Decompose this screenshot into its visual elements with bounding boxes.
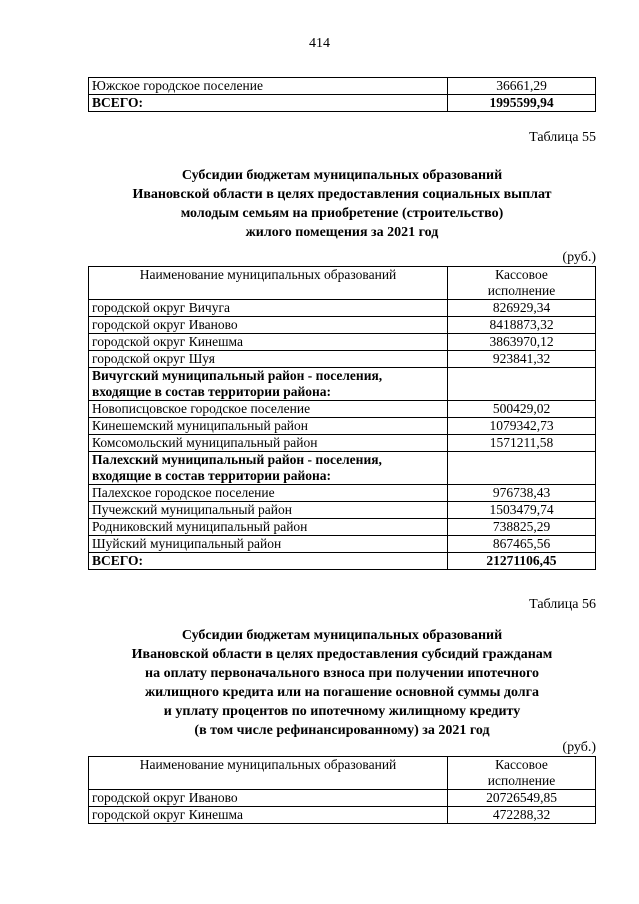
title-line: на оплату первоначального взноса при получении ипотечного xyxy=(145,666,539,681)
table-row xyxy=(89,78,596,95)
row-name: городской округ Вичуга xyxy=(89,300,448,317)
title-line: Ивановской области в целях предоставления социальных выплат xyxy=(132,187,552,202)
row-value: 500429,02 xyxy=(448,401,596,418)
table-row xyxy=(89,519,596,536)
group-header-row xyxy=(89,452,596,485)
row-value: 826929,34 xyxy=(448,300,596,317)
title-line: молодым семьям на приобретение (строительство) xyxy=(180,206,504,221)
table-row xyxy=(89,300,596,317)
group-header-line: Палехский муниципальный район - поселения, xyxy=(92,452,382,467)
row-name: Родниковский муниципальный район xyxy=(89,519,448,536)
row-name: городской округ Иваново xyxy=(89,317,448,334)
header-value xyxy=(448,267,596,300)
title-line: Субсидии бюджетам муниципальных образований xyxy=(181,628,503,643)
table-55-title xyxy=(88,166,596,242)
header-value-line: Кассовое xyxy=(495,757,548,772)
row-name: Кинешемский муниципальный район xyxy=(89,418,448,435)
row-value: 923841,32 xyxy=(448,351,596,368)
row-name: Пучежский муниципальный район xyxy=(89,502,448,519)
title-line: жилого помещения за 2021 год xyxy=(245,225,439,240)
table-56-label: Таблица 56 xyxy=(529,597,596,612)
row-value: 738825,29 xyxy=(448,519,596,536)
row-name: Новописцовское городское поселение xyxy=(89,401,448,418)
row-value: 472288,32 xyxy=(448,807,596,824)
table-row xyxy=(89,334,596,351)
title-line: Ивановской области в целях предоставления субсидий гражданам xyxy=(131,647,553,662)
total-row xyxy=(89,553,596,570)
table-row xyxy=(89,351,596,368)
table-55 xyxy=(88,266,596,570)
row-value: 8418873,32 xyxy=(448,317,596,334)
header-value-line: Кассовое xyxy=(495,267,548,282)
row-name: городской округ Кинешма xyxy=(89,807,448,824)
table-55-unit: (руб.) xyxy=(562,250,596,265)
empty-cell xyxy=(448,368,596,401)
row-value: 1503479,74 xyxy=(448,502,596,519)
table-header-row xyxy=(89,757,596,790)
title-line: Субсидии бюджетам муниципальных образований xyxy=(181,168,503,183)
table-row xyxy=(89,502,596,519)
row-name: городской округ Шуя xyxy=(89,351,448,368)
table-header-row xyxy=(89,267,596,300)
row-name: городской округ Иваново xyxy=(89,790,448,807)
total-value: 1995599,94 xyxy=(448,95,596,112)
table-row xyxy=(89,807,596,824)
continued-table xyxy=(88,77,596,112)
group-header-line: входящие в состав территории района: xyxy=(92,468,332,483)
row-name: Шуйский муниципальный район xyxy=(89,536,448,553)
total-label: ВСЕГО: xyxy=(89,95,448,112)
row-name: Южское городское поселение xyxy=(89,78,448,95)
title-line: (в том числе рефинансированному) за 2021 год xyxy=(194,723,490,738)
row-value: 1079342,73 xyxy=(448,418,596,435)
page-number: 414 xyxy=(309,36,330,51)
table-56-unit: (руб.) xyxy=(562,740,596,755)
group-header xyxy=(89,368,448,401)
table-row xyxy=(89,401,596,418)
table-row xyxy=(89,485,596,502)
table-row xyxy=(89,418,596,435)
table-56-title xyxy=(88,626,596,740)
total-row xyxy=(89,95,596,112)
row-name: Палехское городское поселение xyxy=(89,485,448,502)
header-name: Наименование муниципальных образований xyxy=(89,267,448,300)
row-name: Комсомольский муниципальный район xyxy=(89,435,448,452)
table-row xyxy=(89,790,596,807)
row-value: 3863970,12 xyxy=(448,334,596,351)
table-55-label: Таблица 55 xyxy=(529,130,596,145)
table-row xyxy=(89,536,596,553)
row-value: 20726549,85 xyxy=(448,790,596,807)
row-value: 976738,43 xyxy=(448,485,596,502)
total-value: 21271106,45 xyxy=(448,553,596,570)
header-value xyxy=(448,757,596,790)
empty-cell xyxy=(448,452,596,485)
row-name: городской округ Кинешма xyxy=(89,334,448,351)
group-header-row xyxy=(89,368,596,401)
group-header xyxy=(89,452,448,485)
header-value-line: исполнение xyxy=(487,283,556,298)
title-line: и уплату процентов по ипотечному жилищному кредиту xyxy=(163,704,521,719)
header-name: Наименование муниципальных образований xyxy=(89,757,448,790)
row-value: 867465,56 xyxy=(448,536,596,553)
table-56 xyxy=(88,756,596,824)
table-row xyxy=(89,435,596,452)
total-label: ВСЕГО: xyxy=(89,553,448,570)
row-value: 1571211,58 xyxy=(448,435,596,452)
row-value: 36661,29 xyxy=(448,78,596,95)
header-value-line: исполнение xyxy=(487,773,556,788)
group-header-line: входящие в состав территории района: xyxy=(92,384,332,399)
table-row xyxy=(89,317,596,334)
group-header-line: Вичугский муниципальный район - поселения, xyxy=(92,368,383,383)
title-line: жилищного кредита или на погашение основной суммы долга xyxy=(144,685,540,700)
